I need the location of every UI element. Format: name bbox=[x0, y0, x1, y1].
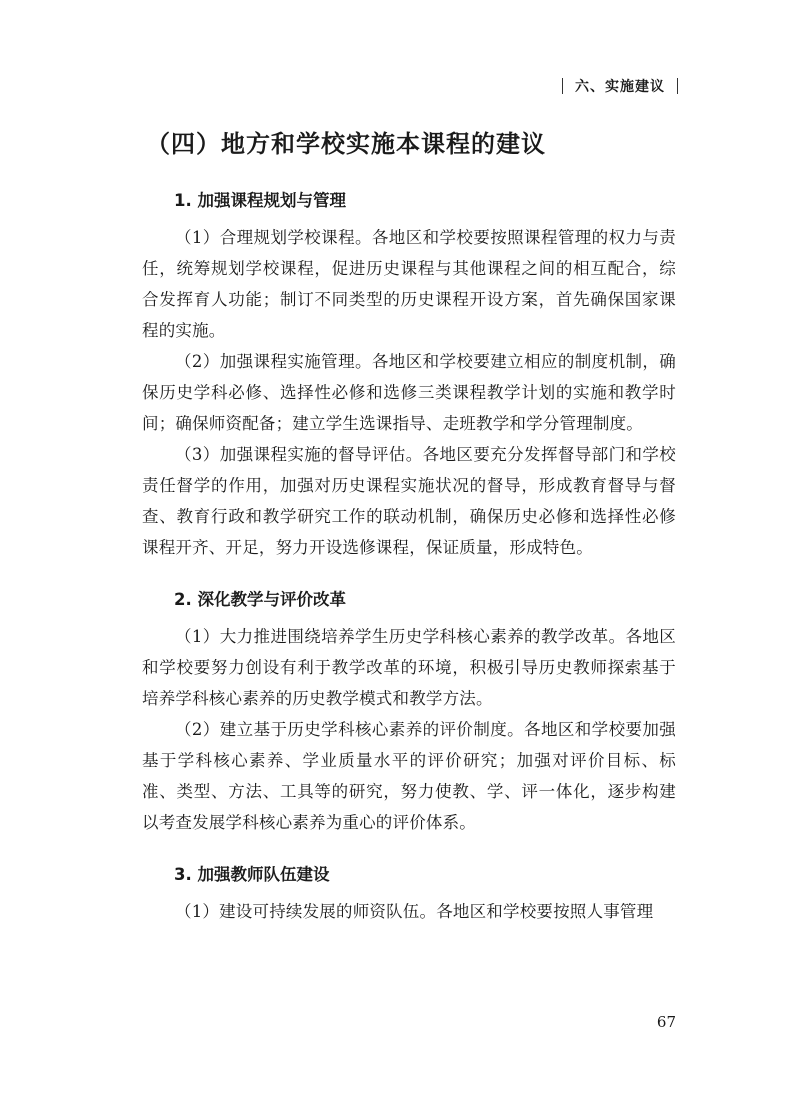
section bbox=[142, 860, 676, 927]
section-heading: 1. 加强课程规划与管理 bbox=[174, 191, 346, 210]
page-title: （四）地方和学校实施本课程的建议 bbox=[146, 130, 546, 158]
section bbox=[142, 186, 676, 563]
page-number: 67 bbox=[656, 1013, 676, 1031]
paragraph: （2）加强课程实施管理。各地区和学校要建立相应的制度机制，确保历史学科必修、选择性必修和选修三类课程教学计划的实施和教学时间；确保师资配备；建立学生选课指导、走班教学和学分管理制度。 bbox=[142, 352, 676, 433]
running-title: 六、实施建议 bbox=[575, 79, 665, 95]
header-divider-left bbox=[562, 78, 563, 94]
paragraph: （1）建设可持续发展的师资队伍。各地区和学校要按照人事管理 bbox=[175, 902, 654, 921]
paragraph: （2）建立基于历史学科核心素养的评价制度。各地区和学校要加强基于学科核心素养、学业质量水平的评价研究；加强对评价目标、标准、类型、方法、工具等的研究，努力使教、学、评一体化，逐步构建以考查发展学科核心素养为重心的评价体系。 bbox=[142, 720, 676, 832]
section bbox=[142, 585, 676, 838]
header-divider-right bbox=[677, 78, 678, 94]
paragraph: （1）大力推进围绕培养学生历史学科核心素养的教学改革。各地区和学校要努力创设有利于教学改革的环境，积极引导历史教师探索基于培养学科核心素养的历史教学模式和教学方法。 bbox=[142, 627, 676, 708]
section-heading: 2. 深化教学与评价改革 bbox=[174, 590, 346, 609]
section-heading: 3. 加强教师队伍建设 bbox=[174, 865, 330, 884]
running-header bbox=[562, 76, 678, 96]
paragraph: （3）加强课程实施的督导评估。各地区要充分发挥督导部门和学校责任督学的作用，加强对历史课程实施状况的督导，形成教育督导与督查、教育行政和教学研究工作的联动机制，确保历史必修和选择性必修课程开齐、开足，努力开设选修课程，保证质量，形成特色。 bbox=[142, 445, 676, 557]
paragraph: （1）合理规划学校课程。各地区和学校要按照课程管理的权力与责任，统筹规划学校课程，促进历史课程与其他课程之间的相互配合，综合发挥育人功能；制订不同类型的历史课程开设方案，首先确保国家课程的实施。 bbox=[142, 228, 676, 340]
document-body bbox=[142, 186, 676, 927]
